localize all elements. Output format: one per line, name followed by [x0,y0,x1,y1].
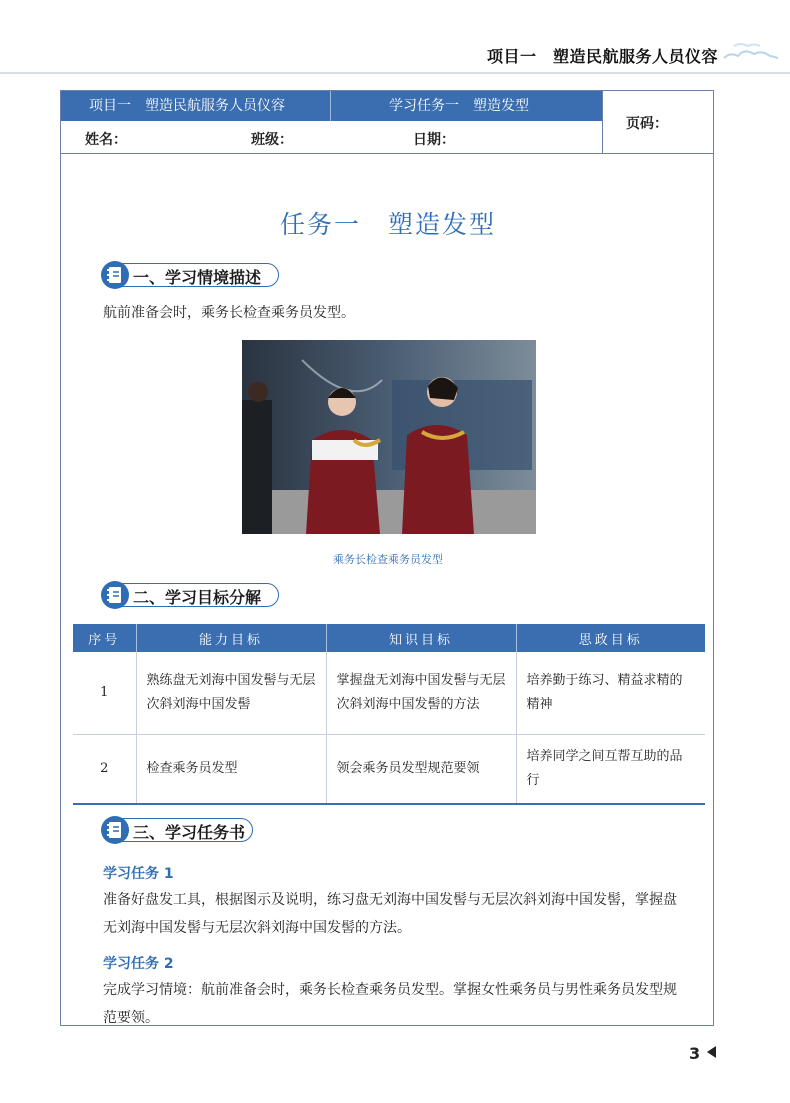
info-divider [602,91,603,153]
table-header-row [73,624,705,652]
section-heading-3-label: 三、学习任务书 [133,823,246,842]
situation-text: 航前准备会时，乘务长检查乘务员发型。 [103,305,355,321]
page-number-label: 页码： [626,116,668,132]
table-cell-ability: 检查乘务员发型 [136,735,326,805]
section-heading-1-label: 一、学习情境描述 [133,268,262,287]
task-title: 任务一 塑造发型 [279,210,496,239]
header-rule [61,153,713,154]
table-cell-no: 2 [73,735,136,805]
page-arrow-icon [707,1046,716,1058]
running-header [0,0,790,70]
table-header-cell: 能力目标 [136,624,326,652]
objectives-table [73,624,705,805]
task-2-title: 学习任务 2 [103,956,174,972]
table-cell-no: 1 [73,652,136,735]
task-1-text: 准备好盘发工具，根据图示及说明，练习盘无刘海中国发髻与无层次斜刘海中国发髻，掌握盘无刘海中国发髻与无层次斜刘海中国发髻的方法。 [103,892,677,936]
name-label: 姓名： [85,132,127,148]
running-header-rule [0,72,790,74]
student-info-row [61,121,602,153]
info-project: 项目一 塑造民航服务人员仪容 [61,91,331,121]
notebook-icon [101,261,129,289]
info-bar [61,91,602,121]
cloud-decoration-icon [720,40,778,64]
class-label: 班级： [251,132,293,148]
table-row [73,652,705,735]
table-cell-knowledge: 掌握盘无刘海中国发髻与无层次斜刘海中国发髻的方法 [326,652,516,735]
photo-caption: 乘务长检查乘务员发型 [333,553,443,566]
section-heading-2-label: 二、学习目标分解 [133,588,262,607]
table-cell-ideology: 培养同学之间互帮互助的品行 [516,735,705,805]
table-header-cell: 序号 [73,624,136,652]
table-cell-ideology: 培养勤于练习、精益求精的精神 [516,652,705,735]
date-label: 日期： [413,132,455,148]
info-task: 学习任务一 塑造发型 [389,98,529,114]
page-number: 3 [689,1044,701,1063]
table-header-cell: 知识目标 [326,624,516,652]
worksheet-frame [60,90,714,1026]
task-1-title: 学习任务 1 [103,866,174,882]
table-cell-knowledge: 领会乘务员发型规范要领 [326,735,516,805]
task-2-text: 完成学习情境：航前准备会时，乘务长检查乘务员发型。掌握女性乘务员与男性乘务员发型规范要领。 [103,982,677,1026]
notebook-icon [101,816,129,844]
crew-inspection-photo [242,340,536,534]
table-header-cell: 思政目标 [516,624,705,652]
running-header-title: 项目一 塑造民航服务人员仪容 [486,47,718,66]
table-cell-ability: 熟练盘无刘海中国发髻与无层次斜刘海中国发髻 [136,652,326,735]
notebook-icon [101,581,129,609]
table-row [73,735,705,805]
